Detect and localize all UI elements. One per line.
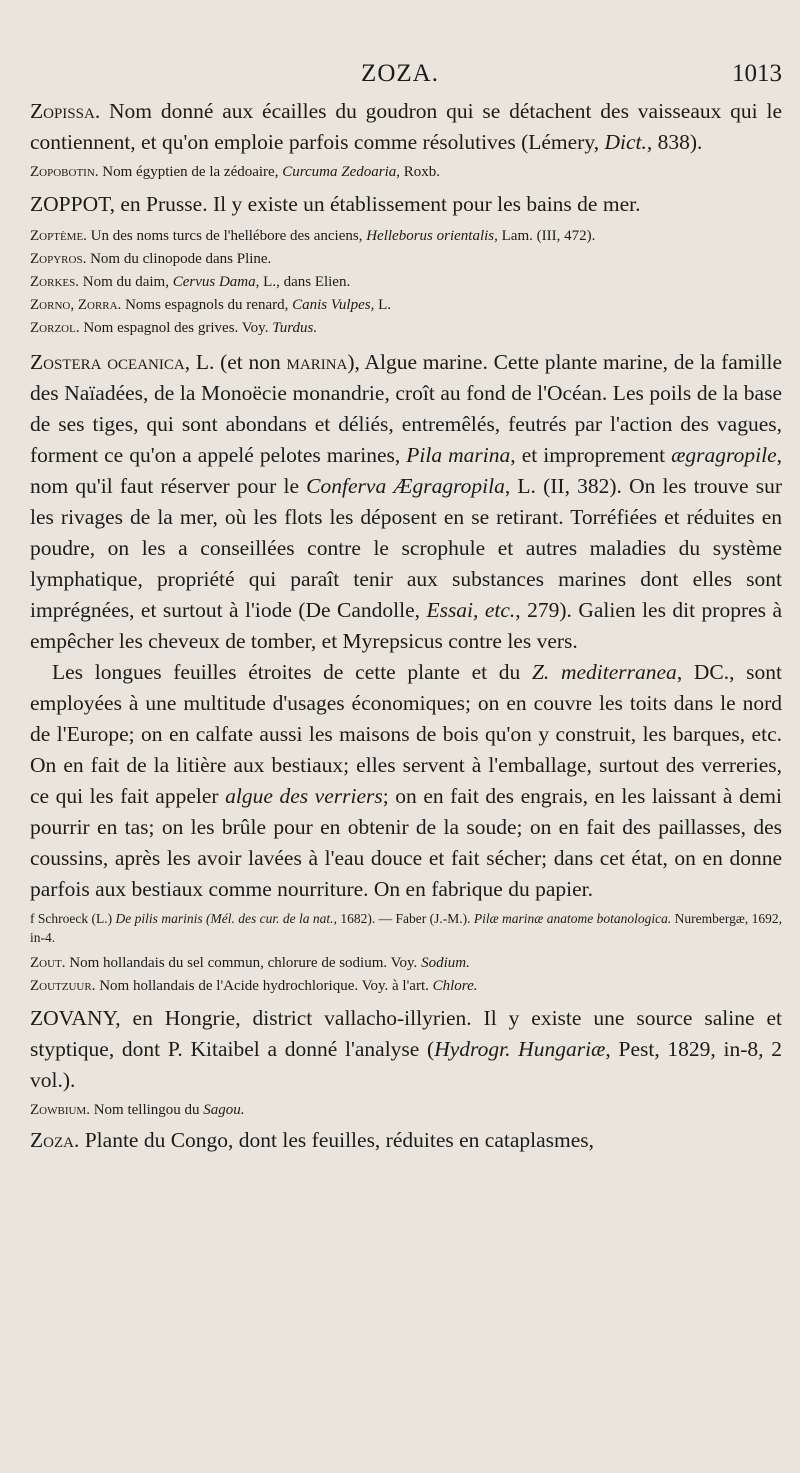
entry-text: Plante du Congo, dont les feuilles, réduites en cataplasmes, <box>79 1128 595 1152</box>
entry-text: Nom égyptien de la zédoaire, <box>98 164 283 180</box>
entry-text: Nom tellingou du <box>89 1102 204 1118</box>
page-header-title: ZOZA. <box>361 60 439 87</box>
entry-latin: Conferva Ægragropila <box>306 474 505 498</box>
entry-text: Nom du clinopode dans Pline. <box>86 251 272 267</box>
entry-latin: ægragropile <box>671 443 777 467</box>
entry-latin: Curcuma Zedoaria <box>282 164 397 180</box>
entry-head: Zoptème. <box>30 228 87 244</box>
entry-zowbium <box>30 1100 782 1121</box>
entry-text: Nom donné aux écailles du goudron qui se détachent des vaisseaux qui le contiennent, et qu'on emploie parfois comme résolutives (Lémery, <box>30 99 782 154</box>
entry-tail: 838). <box>652 130 703 154</box>
entry-head: Zowbium. <box>30 1102 90 1118</box>
entry-head: Zorkes. <box>30 274 79 290</box>
entry-head: Zopobotin. <box>30 164 99 180</box>
entry-zopissa <box>30 96 782 158</box>
entry-text: ; on en fait des engrais, en les laissant à demi pourrir en tas; on les brûle pour en obtenir de la soude; on en fait des paillasses, des coussins, après les avoir lavées à l'eau douce et fait sécher; dans cet état, on en donne parfois aux bestiaux comme nourriture. On en fabrique du papier. <box>30 784 783 901</box>
entry-zoutzuur <box>30 976 782 997</box>
entry-text: Nom hollandais du sel commun, chlorure de sodium. Voy. <box>65 955 422 971</box>
entry-tail: , Lam. (III, 472). <box>494 228 596 244</box>
entry-text: , L. (et non <box>184 350 287 374</box>
entry-text: Nom espagnol des grives. Voy. <box>79 320 273 336</box>
entry-text: , L. (II, 382). On les trouve sur les rivages de la mer, où les flots les déposent en se retirant. Torréfiées et réduites en poudre, on les a conseillées contre le scrophule et autres maladies du système lymphatique, propriété qui paraît tenir aux substances marines dont elles sont imprégnées, et surtout à l'iode (De Candolle, <box>30 474 782 622</box>
footnote-mark: f <box>30 911 35 926</box>
entry-zoppot <box>30 189 782 220</box>
footnote-text: , 1682). — Faber (J.-M.). <box>333 911 474 926</box>
entry-text: ZOPPOT, en Prusse. Il y existe un établissement pour les bains de mer. <box>30 192 641 216</box>
entry-zopobotin <box>30 162 782 183</box>
entry-head: Zostera oceanica <box>30 350 185 374</box>
footnote-title: De pilis marinis (Mél. des cur. de la nat. <box>115 911 334 926</box>
entry-zorno <box>30 295 782 316</box>
entry-latin: Helleborus orientalis <box>366 228 495 244</box>
entry-head: Zorzol. <box>30 320 80 336</box>
entry-latin: Canis Vulpes <box>292 297 371 313</box>
entry-text: ZOVANY, en Hongrie, district vallacho-illyrien. Il y existe une source saline et styptique, dont P. Kitaibel a donné l'analyse ( <box>30 1006 782 1061</box>
entry-head: Zoza. <box>30 1128 80 1152</box>
running-head <box>0 60 800 92</box>
entry-head: Zoutzuur. <box>30 978 96 994</box>
entry-text: marina <box>286 350 348 374</box>
entry-text: , 279). Galien les dit propres à empêcher les cheveux de tomber, et Myrepsicus contre les vers. <box>30 598 782 653</box>
entry-latin: Chlore. <box>432 978 478 994</box>
entry-zout <box>30 953 782 974</box>
entry-text: Noms espagnols du renard, <box>121 297 293 313</box>
entry-text: , nom qu'il faut réserver pour le <box>30 443 782 498</box>
footnote-title: Pilæ marinæ anatome botanologica. <box>473 911 672 926</box>
text-column <box>30 96 782 1156</box>
entry-tail: , Roxb. <box>396 164 441 180</box>
entry-tail: , L. <box>370 297 392 313</box>
entry-latin: Sagou. <box>203 1102 245 1118</box>
footnote <box>30 909 782 947</box>
entry-text: , et improprement <box>510 443 672 467</box>
entry-head: Zorno, Zorra. <box>30 297 122 313</box>
entry-head: Zopyros. <box>30 251 87 267</box>
entry-tail: , L., dans Elien. <box>255 274 351 290</box>
page-number: 1013 <box>732 60 782 87</box>
entry-zostera-p2 <box>30 657 782 905</box>
entry-latin: Cervus Dama <box>172 274 256 290</box>
entry-zoza <box>30 1125 782 1156</box>
entry-latin: Z. mediterranea <box>531 660 677 684</box>
entry-latin: Sodium. <box>421 955 470 971</box>
entry-latin: Turdus. <box>272 320 318 336</box>
entry-text: ), Algue marine. Cette plante marine, de la famille des Naïadées, de la Monoëcie monandrie, croît au fond de l'Océan. Les poils de la base de ses tiges, qui sont abondans et déliés, entremêlés, feutrés par l'action des vagues, forment ce qu'on a appelé pelotes marines, <box>30 350 782 467</box>
entry-head: Zopissa. <box>30 99 101 123</box>
entry-latin: algue des verriers <box>225 784 383 808</box>
entry-text: Les longues feuilles étroites de cette plante et du <box>52 660 532 684</box>
entry-zopteme <box>30 226 782 247</box>
entry-text: Nom du daim, <box>78 274 173 290</box>
entry-zopyros <box>30 249 782 270</box>
entry-zorkes <box>30 272 782 293</box>
entry-text: , DC., sont employées à une multitude d'usages économiques; on en couvre les toits dans le nord de l'Europe; on en calfate aussi les maisons de bois qu'on y construit, les barques, etc. On en fait de la litière aux bestiaux; elles servent à l'emballage, surtout des verreries, ce qui les fait appeler <box>30 660 782 808</box>
entry-latin: Pila marina <box>406 443 511 467</box>
entry-zostera-p1 <box>30 347 782 657</box>
entry-zorzol <box>30 318 782 339</box>
entry-text: Nom hollandais de l'Acide hydrochlorique. Voy. à l'art. <box>95 978 433 994</box>
entry-text: , Pest, 1829, in-8, 2 vol.). <box>30 1037 782 1092</box>
entry-zovany <box>30 1003 782 1096</box>
entry-ref: Essai, etc. <box>426 598 516 622</box>
footnote-text: Schroeck (L.) <box>34 911 116 926</box>
entry-head: Zout. <box>30 955 66 971</box>
footnote-text: Nurembergæ, 1692, in-4. <box>30 911 782 945</box>
entry-ref: Dict., <box>604 130 653 154</box>
entry-text: Un des noms turcs de l'hellébore des anciens, <box>86 228 367 244</box>
entry-ref: Hydrogr. Hungariæ <box>434 1037 606 1061</box>
